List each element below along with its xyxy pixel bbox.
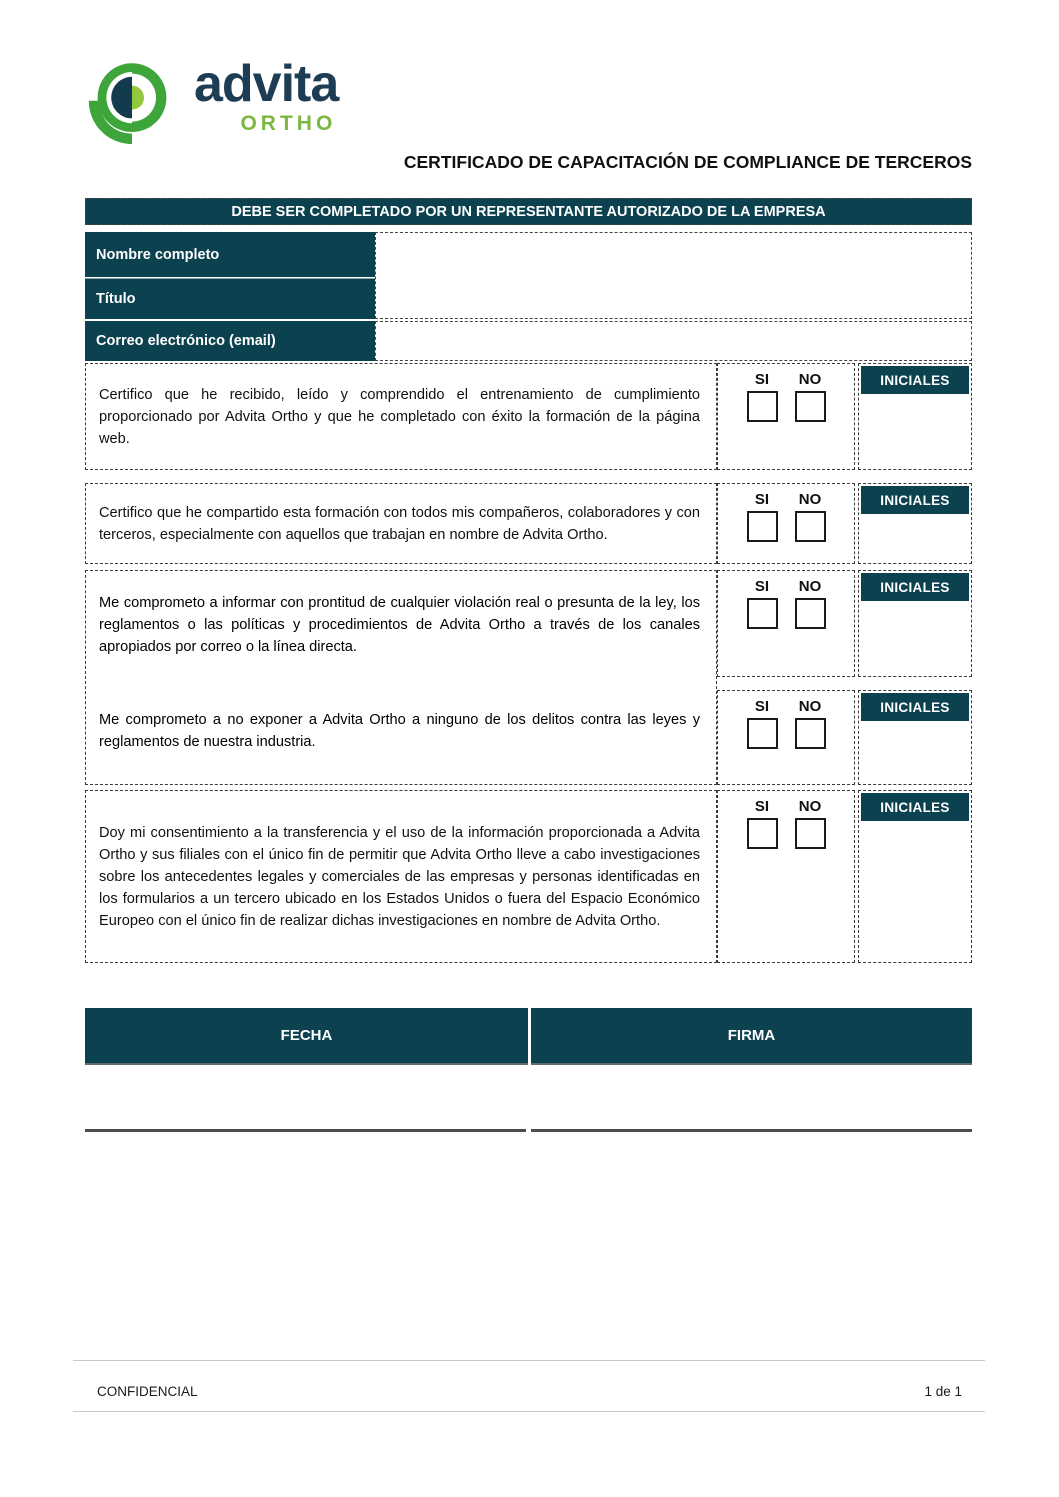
si-checkbox-1[interactable] — [747, 391, 778, 422]
si-label-2: SI — [754, 491, 770, 508]
initials-header-2: INICIALES — [861, 486, 969, 514]
fecha-signature-line[interactable] — [85, 1129, 526, 1132]
yes-no-cell-3 — [717, 570, 855, 677]
si-label-1: SI — [754, 371, 770, 388]
initials-header-5: INICIALES — [861, 793, 969, 821]
instruction-bar: DEBE SER COMPLETADO POR UN REPRESENTANTE AUTORIZADO DE LA EMPRESA — [85, 198, 972, 225]
statement-text-4: Me comprometo a no exponer a Advita Ortho a ninguno de los delitos contra las leyes y reglamentos de nuestra industria. — [99, 712, 700, 750]
si-checkbox-4[interactable] — [747, 718, 778, 749]
initials-input-5[interactable] — [861, 821, 969, 959]
si-checkbox-3[interactable] — [747, 598, 778, 629]
statement-text-1: Certifico que he recibido, leído y comprendido el entrenamiento de cumplimiento proporcionado por Advita Ortho y que he completado con éxito la formación de la página web. — [99, 386, 700, 447]
logo-division-text: ORTHO — [240, 112, 337, 135]
initials-input-1[interactable] — [861, 394, 969, 466]
initials-cell-2 — [858, 483, 972, 564]
si-checkbox-2[interactable] — [747, 511, 778, 542]
certification-statement-3-4 — [85, 570, 717, 785]
si-label-4: SI — [754, 698, 770, 715]
nombre-titulo-input-area[interactable] — [375, 232, 972, 319]
si-label-3: SI — [754, 578, 770, 595]
footer-bottom-rule — [73, 1411, 985, 1412]
si-label-5: SI — [754, 798, 770, 815]
yes-no-cell-4 — [717, 690, 855, 785]
initials-input-2[interactable] — [861, 514, 969, 560]
initials-header-1: INICIALES — [861, 366, 969, 394]
no-checkbox-5[interactable] — [795, 818, 826, 849]
no-label-1: NO — [798, 371, 822, 388]
statement-text-5: Doy mi consentimiento a la transferencia y el uso de la información proporcionada a Advita Ortho y sus filiales con el único fin de permitir que Advita Ortho lleve a cabo investigaciones sobre los antecedentes legales y comerciales de las empresas y personas identificadas en los formularios a un tercero ubicado en los Estados Unidos o fuera del Espacio Económico Europeo con el único fin de realizar dichas investigaciones en nombre de Advita Ortho. — [99, 824, 700, 929]
certification-statement-1 — [85, 363, 717, 470]
certification-statement-5 — [85, 790, 717, 963]
si-checkbox-5[interactable] — [747, 818, 778, 849]
certification-statement-2 — [85, 483, 717, 564]
statement-text-3: Me comprometo a informar con prontitud de cualquier violación real o presunta de la ley, los reglamentos o las políticas y procedimientos de Advita Ortho a través de los canales apropiados por correo o la línea directa. — [99, 594, 700, 655]
initials-header-3: INICIALES — [861, 573, 969, 601]
page-title: CERTIFICADO DE CAPACITACIÓN DE COMPLIANCE DE TERCEROS — [403, 152, 972, 172]
field-label-titulo: Título — [85, 278, 375, 319]
no-checkbox-2[interactable] — [795, 511, 826, 542]
correo-input-area[interactable] — [375, 321, 972, 361]
no-label-5: NO — [798, 798, 822, 815]
no-label-2: NO — [798, 491, 822, 508]
no-label-4: NO — [798, 698, 822, 715]
yes-no-cell-2 — [717, 483, 855, 564]
footer-top-rule — [73, 1360, 985, 1361]
logo-brand-text: advita — [194, 55, 339, 113]
initials-cell-4 — [858, 690, 972, 785]
advita-logo-icon — [84, 56, 180, 160]
initials-cell-1 — [858, 363, 972, 470]
initials-cell-3 — [858, 570, 972, 677]
field-label-correo: Correo electrónico (email) — [85, 321, 375, 361]
no-label-3: NO — [798, 578, 822, 595]
no-checkbox-4[interactable] — [795, 718, 826, 749]
confidential-label: CONFIDENCIAL — [97, 1384, 198, 1399]
no-checkbox-3[interactable] — [795, 598, 826, 629]
firma-signature-line[interactable] — [531, 1129, 972, 1132]
initials-input-4[interactable] — [861, 721, 969, 781]
no-checkbox-1[interactable] — [795, 391, 826, 422]
yes-no-cell-5 — [717, 790, 855, 963]
yes-no-cell-1 — [717, 363, 855, 470]
company-logo — [84, 56, 338, 160]
initials-header-4: INICIALES — [861, 693, 969, 721]
initials-cell-5 — [858, 790, 972, 963]
page-number: 1 de 1 — [924, 1384, 962, 1399]
statement-text-2: Certifico que he compartido esta formación con todos mis compañeros, colaboradores y con terceros, especialmente con aquellos que trabajan en nombre de Advita Ortho. — [99, 504, 700, 543]
fecha-header: FECHA — [85, 1008, 528, 1065]
field-label-nombre: Nombre completo — [85, 232, 375, 277]
firma-header: FIRMA — [531, 1008, 972, 1065]
initials-input-3[interactable] — [861, 601, 969, 673]
